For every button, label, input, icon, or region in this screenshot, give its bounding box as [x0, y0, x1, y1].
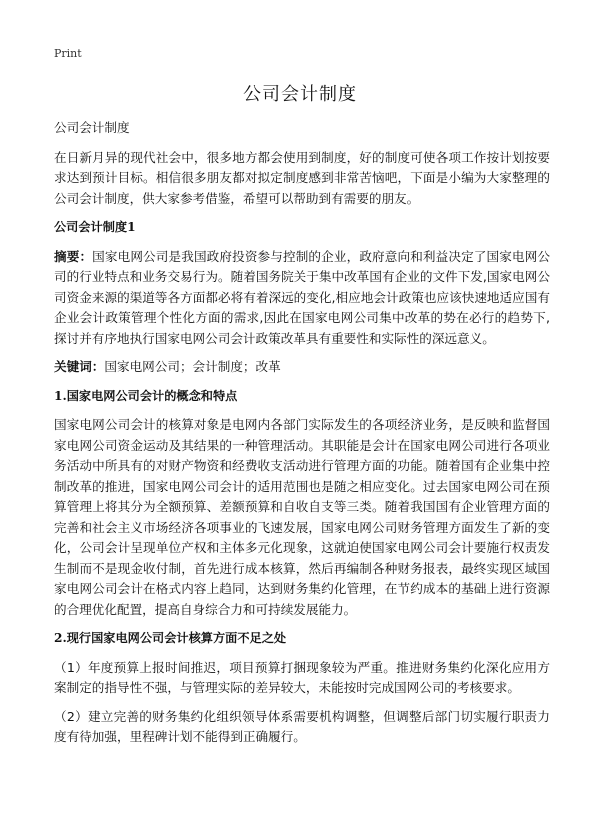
- section-1-paragraph: 国家电网公司会计的核算对象是电网内各部门实际发生的各项经济业务，是反映和监督国家电网公司资金运动及其结果的一种管理活动。其职能是会计在国家电网公司进行各项业务活动中所具有的对财产物资和经费收支活动进行管理方面的功能。随着国有企业集中控制改革的推进，国家电网公司会计的适用范围也是随之相应变化。过去国家电网公司在预算管理上将其分为全额预算、差额预算和自收自支等三类。随着我国国有企业管理方面的完善和社会主义市场经济各项事业的飞速发展，国家电网公司财务管理方面发生了新的变化，公司会计呈现单位产权和主体多元化现象，这就迫使国家电网公司会计要施行权责发生制而不是现金收付制，首先进行成本核算，然后再编制各种财务报表，最终实现区域国家电网公司会计在格式内容上趋同，达到财务集约化管理，在节约成本的基础上进行资源的合理优化配置，提高自身综合力和可持续发展能力。: [54, 417, 550, 617]
- document-subtitle: 公司会计制度: [54, 120, 130, 135]
- abstract-paragraph: [54, 247, 550, 350]
- intro-paragraph: 在日新月异的现代社会中，很多地方都会使用到制度，好的制度可使各项工作按计划按要求达到预计目标。相信很多朋友都对拟定制度感到非常苦恼吧，下面是小编为大家整理的公司会计制度，供大家参考借鉴，希望可以帮助到有需要的朋友。: [54, 149, 550, 206]
- print-link[interactable]: Print: [54, 47, 82, 60]
- keywords-paragraph: [54, 357, 550, 378]
- section-1-heading: 1.国家电网公司会计的概念和特点: [54, 388, 238, 403]
- keywords-label: 关键词：: [54, 359, 105, 374]
- section-2-item: （1）年度预算上报时间推迟，项目预算打捆现象较为严重。推进财务集约化深化应用方案制定的指导性不强，与管理实际的差异较大，未能按时完成国网公司的考核要求。: [54, 659, 550, 695]
- heading-1: 公司会计制度1: [54, 220, 136, 234]
- page-title: 公司会计制度: [243, 84, 357, 105]
- section-2-heading: 2.现行国家电网公司会计核算方面不足之处: [54, 631, 287, 645]
- section-2-item: （2）建立完善的财务集约化组织领导体系需要机构调整，但调整后部门切实履行职责力度有待加强，里程碑计划不能得到正确履行。: [54, 708, 550, 744]
- document-body: [54, 118, 550, 756]
- keywords-text: 国家电网公司；会计制度；改革: [104, 359, 281, 374]
- abstract-label: 摘要：: [54, 248, 93, 264]
- abstract-text: 国家电网公司是我国政府投资参与控制的企业，政府意向和利益决定了国家电网公司的行业特点和业务交易行为。随着国务院关于集中改革国有企业的文件下发,国家电网公司资金来源的渠道等各方面都必将有着深远的变化,相应地会计政策也应该快速地适应国有企业会计政策管理个性化方面的需求,因此在国家电网公司集中改革的势在必行的趋势下,探讨并有序地执行国家电网公司会计政策改革具有重要性和实际性的深远意义。: [54, 248, 551, 346]
